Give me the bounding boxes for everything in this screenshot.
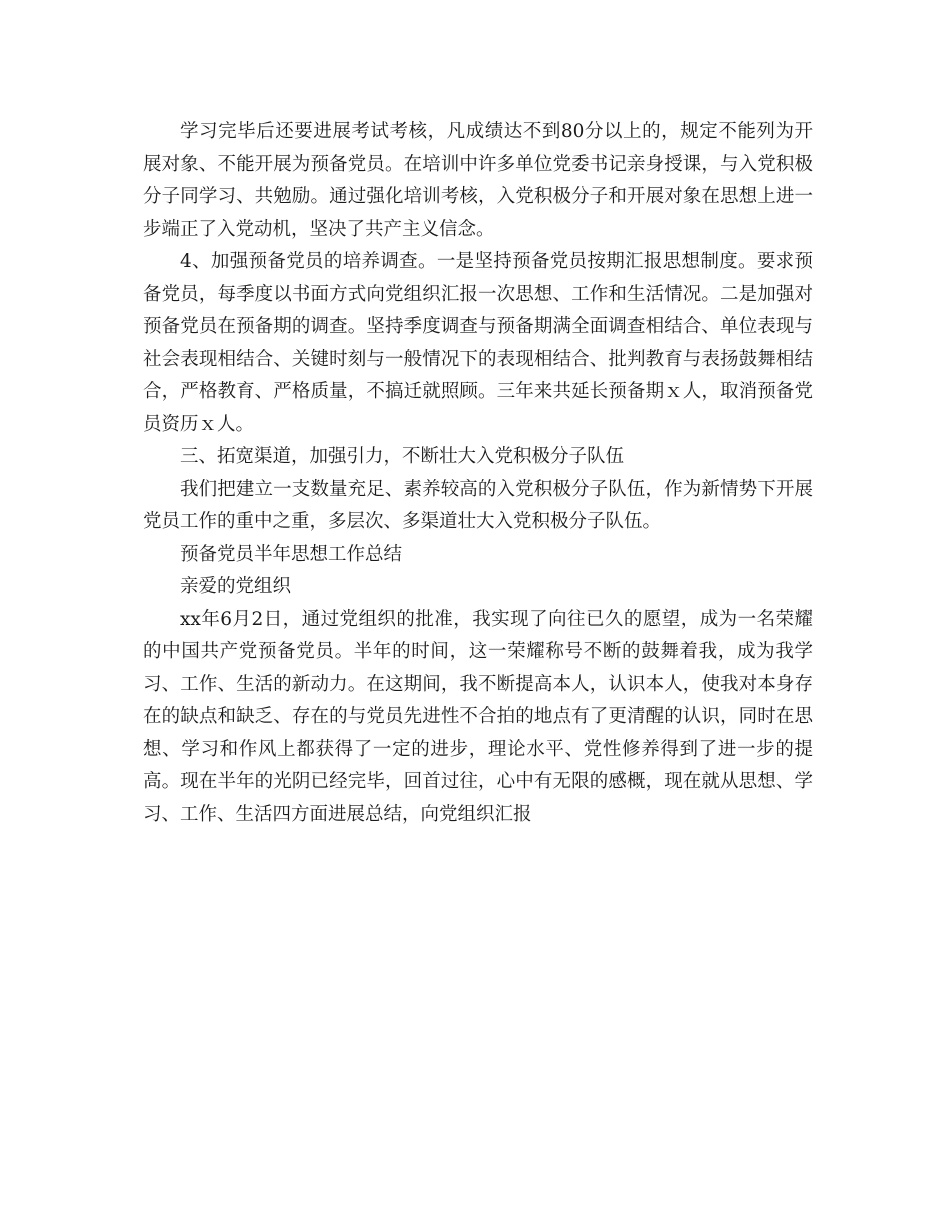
paragraph-activist-team: 我们把建立一支数量充足、素养较高的入党积极分子队伍，作为新情势下开展党员工作的重中之重，多层次、多渠道壮大入党积极分子队伍。 [143,478,813,532]
paragraph-probationary-member-training: 4、加强预备党员的培养调查。一是坚持预备党员按期汇报思想制度。要求预备党员，每季度以书面方式向党组织汇报一次思想、工作和生活情况。二是加强对预备党员在预备期的调查。坚持季度调查与预备期满全面调查相结合、单位表现与社会表现相结合、关键时刻与一般情况下的表现相结合、批判教育与表扬鼓舞相结合，严格教育、严格质量，不搞迁就照顾。三年来共延长预备期ｘ人，取消预备党员资历ｘ人。 [143,251,813,435]
document-body [143,116,813,831]
salutation: 亲爱的党组织 [180,576,292,597]
paragraph-exam-assessment: 学习完毕后还要进展考试考核，凡成绩达不到80分以上的，规定不能列为开展对象、不能开展为预备党员。在培训中许多单位党委书记亲身授课，与入党积极分子同学习、共勉励。通过强化培训考核，入党积极分子和开展对象在思想上进一步端正了入党动机，坚决了共产主义信念。 [143,121,813,240]
paragraph-half-year-summary: xx年6月2日，通过党组织的批准，我实现了向往已久的愿望，成为一名荣耀的中国共产党预备党员。半年的时间，这一荣耀称号不断的鼓舞着我，成为我学习、工作、生活的新动力。在这期间，我不断提高本人，认识本人，使我对本身存在的缺点和缺乏、存在的与党员先进性不合拍的地点有了更清醒的认识，同时在思想、学习和作风上都获得了一定的进步，理论水平、党性修养得到了进一步的提高。现在半年的光阴已经完毕，回首过往，心中有无限的感概，现在就从思想、学习、工作、生活四方面进展总结，向党组织汇报 [143,608,813,825]
section-heading-expand-channels: 三、拓宽渠道，加强引力，不断壮大入党积极分子队伍 [180,446,625,467]
document-subtitle: 预备党员半年思想工作总结 [180,543,403,565]
